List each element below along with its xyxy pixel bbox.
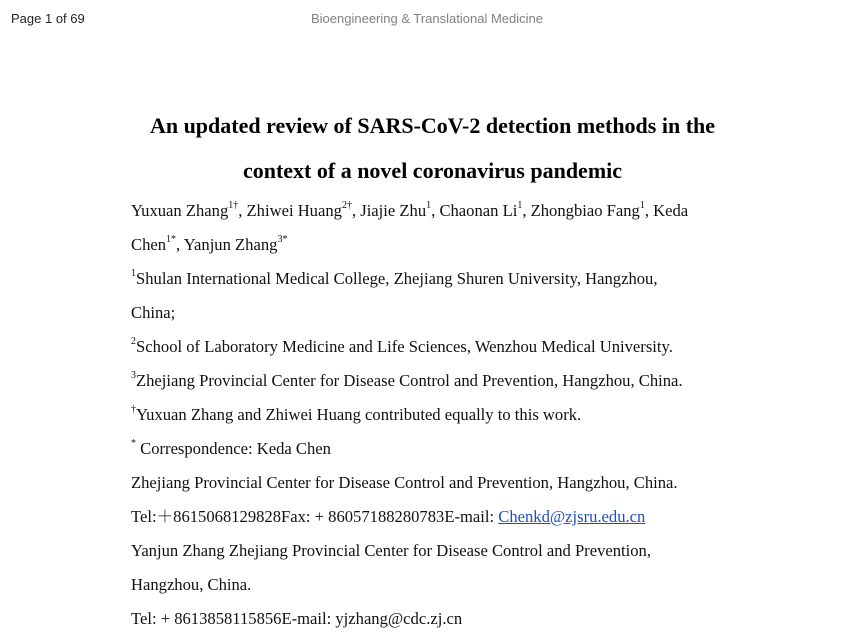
journal-name: Bioengineering & Translational Medicine [311,11,543,26]
author-name: , Yanjun Zhang [176,235,278,254]
dagger-mark: † [131,404,136,416]
author-affiliation-mark: 1 [639,200,645,212]
author-name: , Zhiwei Huang [238,201,342,220]
author-name: Yuxuan Zhang [131,201,229,220]
correspondence-contact [131,507,645,527]
note-text: Correspondence: Keda Chen [136,439,331,458]
author-name: , Jiajie Zhu [351,201,427,220]
page-number-label: Page 1 of 69 [11,11,85,26]
author-affiliation-mark: 1† [228,200,239,212]
author-affiliation-mark: 3* [277,234,288,246]
author-name: Chen [131,235,167,254]
equal-contribution-note [131,405,581,425]
correspondence-address: Zhejiang Provincial Center for Disease Control and Prevention, Hangzhou, China. [131,473,678,492]
contact-numbers: Tel:＋8615068129828Fax: + 86057188280783E-mail: [131,507,499,526]
author-affiliation-mark: 1* [166,234,177,246]
email-link[interactable]: Chenkd@zjsru.edu.cn [498,507,646,526]
affiliation-text: Shulan International Medical College, Zhejiang Shuren University, Hangzhou, [136,269,658,288]
affiliation-1 [131,269,658,289]
affiliation-2 [131,337,673,357]
paper-title-line-2: context of a novel coronavirus pandemic [242,158,623,183]
paper-title-line-1: An updated review of SARS-CoV-2 detection methods in the [149,113,716,138]
affiliation-number: 1 [131,268,136,280]
note-text: Yuxuan Zhang and Zhiwei Huang contributed equally to this work. [136,405,582,424]
affiliation-3 [131,371,683,391]
affiliation-number: 2 [131,336,136,348]
author-affiliation-mark: 1 [517,200,523,212]
author-name: , Zhongbiao Fang [522,201,640,220]
author-name: , Chaonan Li [431,201,518,220]
author-affiliation-mark: 2† [341,200,352,212]
second-contact-line-1: Yanjun Zhang Zhejiang Provincial Center for Disease Control and Prevention, [131,541,651,560]
affiliation-1-continued: China; [131,303,176,322]
author-affiliation-mark: 1 [426,200,432,212]
author-list-line-2 [131,235,287,255]
author-list-line-1 [131,201,688,221]
affiliation-text: School of Laboratory Medicine and Life Sciences, Wenzhou Medical University. [136,337,673,356]
affiliation-number: 3 [131,370,136,382]
second-contact-line-2: Hangzhou, China. [131,575,252,594]
affiliation-text: Zhejiang Provincial Center for Disease Control and Prevention, Hangzhou, China. [136,371,683,390]
second-contact-details: Tel: + 8613858115856E-mail: yjzhang@cdc.zj.cn [131,609,463,628]
author-name: , Keda [644,201,689,220]
correspondence-note [131,439,331,459]
asterisk-mark: * [131,438,136,450]
